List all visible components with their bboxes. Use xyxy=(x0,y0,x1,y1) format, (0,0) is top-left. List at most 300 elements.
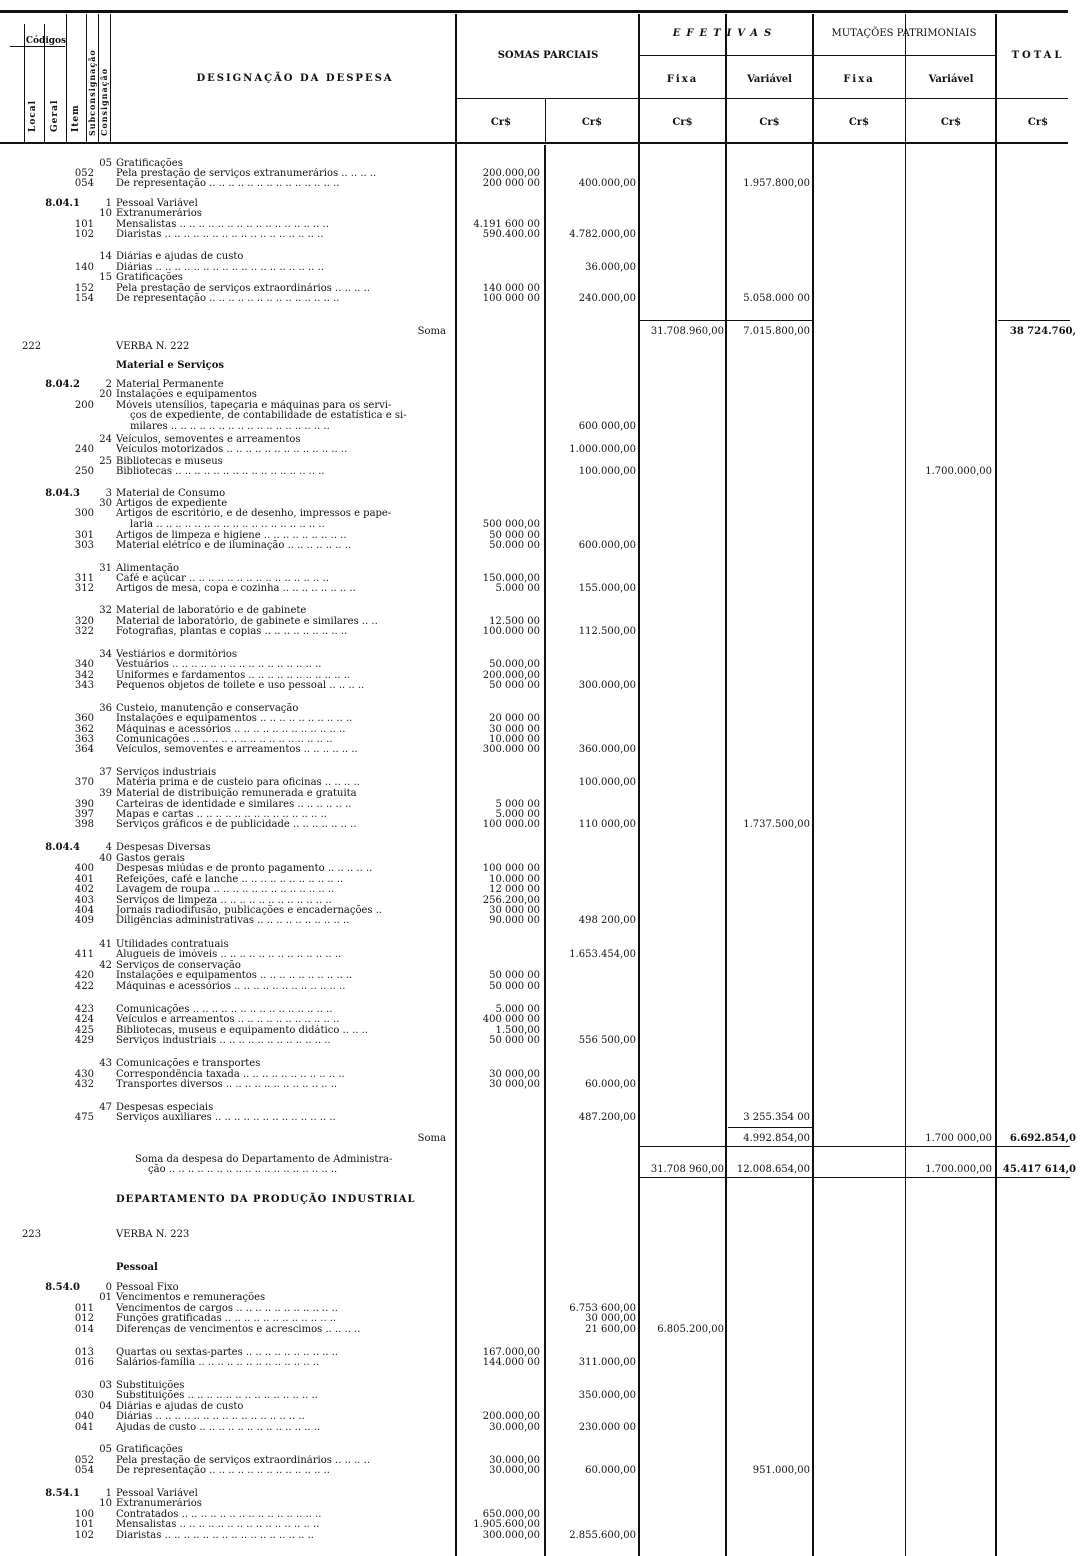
code-item: 041 xyxy=(74,1422,94,1433)
expense-description: Matéria prima e de custeio para oficinas .. .. .. .. xyxy=(116,777,360,788)
soma-total: 6.692.854,0 xyxy=(1009,1133,1076,1144)
soma-efetiva-fixa: 31.708.960,00 xyxy=(650,326,724,337)
code-item: 430 xyxy=(74,1069,94,1080)
code-subconsignacao: 25 xyxy=(99,456,112,467)
col-line xyxy=(455,14,457,1556)
code-item: 200 xyxy=(74,400,94,411)
col-line xyxy=(812,14,814,1556)
expense-description: laria .. .. .. .. .. .. .. .. .. .. .. .. .. .. .. .. .. .. xyxy=(130,519,325,530)
code-subconsignacao: 31 xyxy=(99,563,112,574)
col-line xyxy=(638,14,640,1556)
soma-parcial-1: 150.000,00 xyxy=(482,573,540,584)
expense-description: Máquinas e acessórios .. .. .. .. .. .. .. .. .. .. .. .. xyxy=(116,981,346,992)
soma-parcial-1: 500 000,00 xyxy=(482,519,540,530)
expense-description: Substituições xyxy=(116,1380,185,1391)
code-item: 322 xyxy=(74,626,94,637)
code-item: 402 xyxy=(74,884,94,895)
code-item: 250 xyxy=(74,466,94,477)
code-item: 013 xyxy=(74,1347,94,1358)
expense-description: Lavagem de roupa .. .. .. .. .. .. .. .. .. .. .. .. .. xyxy=(116,884,335,895)
expense-description: Mensalistas .. .. .. .. .. .. .. .. .. .. .. .. .. .. .. xyxy=(116,1519,320,1530)
col-line xyxy=(905,14,906,1556)
expense-description: Mapas e cartas .. .. .. .. .. .. .. .. .. .. .. .. .. .. xyxy=(116,809,327,820)
header-variavel-2: Variável xyxy=(928,74,974,85)
rule xyxy=(640,320,812,321)
expense-description: Material de laboratório e de gabinete xyxy=(116,605,307,616)
soma-parcial-1: 30 000 00 xyxy=(489,724,540,735)
soma-parcial-2: 6.753 600,00 xyxy=(569,1303,636,1314)
efetiva-variavel: 3 255.354 00 xyxy=(743,1112,810,1123)
soma-parcial-2: 60.000,00 xyxy=(585,1465,636,1476)
header-variavel: Variável xyxy=(747,74,792,85)
code-item: 052 xyxy=(74,168,94,179)
code-item: 102 xyxy=(74,229,94,240)
code-item: 100 xyxy=(74,1509,94,1520)
code-item: 364 xyxy=(74,744,94,755)
currency-label: Cr$ xyxy=(1027,117,1049,128)
soma-parcial-1: 30 000,00 xyxy=(489,1079,540,1090)
code-subconsignacao: 10 xyxy=(99,1498,112,1509)
expense-description: Veículos motorizados .. .. .. .. .. .. .. .. .. .. .. .. .. xyxy=(116,444,348,455)
soma-dep-label-1: Soma da despesa do Departamento de Administra- xyxy=(135,1154,393,1165)
expense-description: Veículos, semoventes e arreamentos xyxy=(116,434,301,445)
code-subconsignacao: 36 xyxy=(99,703,112,714)
code-subconsignacao: 05 xyxy=(99,1444,112,1455)
expense-description: Material de Consumo xyxy=(116,488,226,499)
rule xyxy=(998,320,1070,321)
code-item: 401 xyxy=(74,874,94,885)
expense-description: Extranumerários xyxy=(116,1498,202,1509)
expense-description: Veículos e arreamentos .. .. .. .. .. .. .. .. .. .. .. xyxy=(116,1014,340,1025)
header-efetivas: EFETIVAS xyxy=(672,28,778,39)
mutacao-variavel: 1.700.000,00 xyxy=(925,466,992,477)
soma-parcial-1: 140 000 00 xyxy=(482,283,540,294)
expense-description: Diligências administrativas .. .. .. .. .. .. .. .. .. .. xyxy=(116,915,350,926)
soma-parcial-2: 240.000,00 xyxy=(578,293,636,304)
code-item: 398 xyxy=(74,819,94,830)
soma-parcial-1: 20 000 00 xyxy=(489,713,540,724)
code-subconsignacao: 05 xyxy=(99,158,112,169)
verba-code: 222 xyxy=(22,341,42,352)
soma-parcial-2: 350.000,00 xyxy=(578,1390,636,1401)
soma-parcial-1: 12.500 00 xyxy=(489,616,540,627)
soma-parcial-1: 30 000,00 xyxy=(489,1069,540,1080)
rule xyxy=(728,1127,812,1128)
expense-description: Artigos de expediente xyxy=(116,498,228,509)
verba-label: VERBA N. 222 xyxy=(116,341,190,352)
code-subconsignacao: 3 xyxy=(105,488,112,499)
code-item: 400 xyxy=(74,863,94,874)
expense-description: Instalações e equipamentos xyxy=(116,389,257,400)
expense-description: Comunicações e transportes xyxy=(116,1058,261,1069)
soma-label: Soma xyxy=(417,326,446,337)
expense-description: Móveis utensílios, tapeçaria e máquinas para os servi- xyxy=(116,400,392,411)
expense-description: Serviços auxiliares .. .. .. .. .. .. .. .. .. .. .. .. .. xyxy=(116,1112,336,1123)
expense-description: Material elétrico e de iluminação .. .. .. .. .. .. .. xyxy=(116,540,352,551)
soma-parcial-1: 5.000 00 xyxy=(495,583,540,594)
soma-mutacao-variavel: 1.700 000,00 xyxy=(925,1133,992,1144)
soma-parcial-1: 4.191 600 00 xyxy=(473,219,540,230)
code-local: 8.54.1 xyxy=(45,1488,80,1499)
col-line xyxy=(725,14,727,1556)
expense-description: Serviços de conservação xyxy=(116,960,241,971)
code-local: 8.04.1 xyxy=(45,198,80,209)
soma-parcial-2: 110 000,00 xyxy=(578,819,636,830)
expense-description: Pessoal Fixo xyxy=(116,1282,179,1293)
soma-parcial-1: 30.000,00 xyxy=(489,1422,540,1433)
expense-description: Diferenças de vencimentos e acrescimos .. .. .. .. xyxy=(116,1324,361,1335)
expense-description: Material de laboratório, de gabinete e similares .. .. xyxy=(116,616,378,627)
code-item: 425 xyxy=(74,1025,94,1036)
code-local: 8.04.2 xyxy=(45,379,80,390)
code-subconsignacao: 01 xyxy=(99,1292,112,1303)
expense-description: Transportes diversos .. .. .. .. .. .. .. .. .. .. .. .. xyxy=(116,1079,338,1090)
code-subconsignacao: 10 xyxy=(99,208,112,219)
code-item: 152 xyxy=(74,283,94,294)
soma-efetiva-variavel: 4.992.854,00 xyxy=(743,1133,810,1144)
currency-label: Cr$ xyxy=(581,117,603,128)
code-subconsignacao: 24 xyxy=(99,434,112,445)
code-subconsignacao: 47 xyxy=(99,1102,112,1113)
code-item: 014 xyxy=(74,1324,94,1335)
expense-description: De representação .. .. .. .. .. .. .. .. .. .. .. .. .. xyxy=(116,1465,330,1476)
top-rule xyxy=(0,10,1068,13)
expense-description: Gratificações xyxy=(116,158,183,169)
expense-description: Serviços industriais xyxy=(116,767,217,778)
expense-description: Pela prestação de serviços extraordinários .. .. .. .. xyxy=(116,1455,371,1466)
soma-parcial-1: 5.000 00 xyxy=(495,1004,540,1015)
soma-parcial-1: 50 000 00 xyxy=(489,530,540,541)
soma-parcial-1: 30.000,00 xyxy=(489,1455,540,1466)
soma-parcial-1: 200.000,00 xyxy=(482,670,540,681)
expense-description: Vencimentos e remunerações xyxy=(116,1292,266,1303)
soma-parcial-1: 10.000 00 xyxy=(489,734,540,745)
expense-description: Comunicações .. .. .. .. .. .. .. .. .. .. .. .. .. .. .. xyxy=(116,1004,333,1015)
header-bottom-rule xyxy=(0,142,1068,144)
soma-parcial-2: 487.200,00 xyxy=(578,1112,636,1123)
soma-parcial-1: 100.000 00 xyxy=(482,626,540,637)
soma-dep-mutacao-variavel: 1.700.000,00 xyxy=(925,1164,992,1175)
soma-parcial-2: 1.000.000,00 xyxy=(569,444,636,455)
code-item: 403 xyxy=(74,895,94,906)
soma-parcial-1: 5.000 00 xyxy=(495,809,540,820)
soma-parcial-1: 50.000,00 xyxy=(489,659,540,670)
currency-label: Cr$ xyxy=(848,117,870,128)
soma-parcial-1: 50 000 00 xyxy=(489,680,540,691)
code-item: 475 xyxy=(74,1112,94,1123)
expense-description: Pequenos objetos de toilete e uso pessoal .. .. .. .. xyxy=(116,680,365,691)
soma-parcial-1: 10.000 00 xyxy=(489,874,540,885)
code-item: 040 xyxy=(74,1411,94,1422)
efetiva-variavel: 951.000,00 xyxy=(752,1465,810,1476)
soma-parcial-2: 100.000,00 xyxy=(578,466,636,477)
code-item: 140 xyxy=(74,262,94,273)
col-line xyxy=(995,14,997,1556)
expense-description: Bibliotecas e museus xyxy=(116,456,223,467)
soma-parcial-2: 155.000,00 xyxy=(578,583,636,594)
expense-description: Artigos de escritório, e de desenho, impressos e pape- xyxy=(116,508,392,519)
code-item: 429 xyxy=(74,1035,94,1046)
expense-description: Despesas especiais xyxy=(116,1102,214,1113)
rule xyxy=(640,1177,1070,1178)
header-line xyxy=(455,98,1068,99)
code-local: 8.04.3 xyxy=(45,488,80,499)
expense-description: Artigos de limpeza e higiene .. .. .. .. .. .. .. .. .. xyxy=(116,530,347,541)
soma-parcial-1: 590.400.00 xyxy=(482,229,540,240)
expense-description: Custeio, manutenção e conservação xyxy=(116,703,299,714)
soma-parcial-2: 556 500,00 xyxy=(578,1035,636,1046)
efetiva-variavel: 1.957.800,00 xyxy=(743,178,810,189)
expense-description: Material Permanente xyxy=(116,379,224,390)
soma-parcial-2: 30 000,00 xyxy=(585,1313,636,1324)
code-subconsignacao: 30 xyxy=(99,498,112,509)
expense-description: Vencimentos de cargos .. .. .. .. .. .. .. .. .. .. .. xyxy=(116,1303,338,1314)
verba-label: VERBA N. 223 xyxy=(116,1229,190,1240)
code-subconsignacao: 1 xyxy=(105,198,112,209)
code-item: 240 xyxy=(74,444,94,455)
code-item: 362 xyxy=(74,724,94,735)
soma-parcial-1: 100 000.00 xyxy=(482,819,540,830)
expense-description: Uniformes e fardamentos .. .. .. .. .. .. .. .. .. .. .. xyxy=(116,670,351,681)
code-item: 012 xyxy=(74,1313,94,1324)
code-item: 370 xyxy=(74,777,94,788)
header-line xyxy=(638,55,995,56)
header-codigos: Códigos xyxy=(25,36,67,46)
currency-label: Cr$ xyxy=(940,117,962,128)
code-subconsignacao: 32 xyxy=(99,605,112,616)
expense-description: Comunicações .. .. .. .. .. .. .. .. .. .. .. .. .. .. .. xyxy=(116,734,333,745)
code-item: 320 xyxy=(74,616,94,627)
soma-parcial-1: 400 000 00 xyxy=(482,1014,540,1025)
soma-parcial-1: 50 000 00 xyxy=(489,1035,540,1046)
currency-label: Cr$ xyxy=(672,117,693,128)
soma-parcial-1: 300.000 00 xyxy=(482,744,540,755)
code-subconsignacao: 43 xyxy=(99,1058,112,1069)
soma-parcial-1: 5 000 00 xyxy=(495,799,540,810)
verba-code: 223 xyxy=(22,1229,42,1240)
expense-description: Utilidades contratuais xyxy=(116,939,229,950)
expense-description: Carteiras de identidade e similares .. .. .. .. .. .. xyxy=(116,799,352,810)
expense-description: ços de expediente, de contabilidade de estatística e si- xyxy=(130,410,407,421)
header-fixa: Fixa xyxy=(666,74,699,85)
code-item: 101 xyxy=(74,1519,94,1530)
soma-parcial-2: 2.855.600,00 xyxy=(569,1530,636,1541)
soma-parcial-1: 50 000 00 xyxy=(489,981,540,992)
expense-description: Ajudas de custo .. .. .. .. .. .. .. .. .. .. .. .. .. xyxy=(116,1422,321,1433)
soma-label: Soma xyxy=(417,1133,446,1144)
code-subconsignacao: 40 xyxy=(99,853,112,864)
soma-parcial-2: 300.000,00 xyxy=(578,680,636,691)
header-geral: Geral xyxy=(50,99,60,132)
soma-parcial-1: 100 000 00 xyxy=(482,863,540,874)
code-item: 101 xyxy=(74,219,94,230)
expense-description: Serviços industriais .. .. .. .. .. .. .. .. .. .. .. .. xyxy=(116,1035,331,1046)
soma-parcial-1: 50.000 00 xyxy=(489,540,540,551)
header-fixa-2: Fixa xyxy=(843,74,875,85)
expense-description: Diaristas .. .. .. .. .. .. .. .. .. .. .. .. .. .. .. .. .. xyxy=(116,229,324,240)
soma-parcial-2: 230.000 00 xyxy=(578,1422,636,1433)
code-subconsignacao: 15 xyxy=(99,272,112,283)
soma-parcial-1: 30.000,00 xyxy=(489,1465,540,1476)
code-item: 422 xyxy=(74,981,94,992)
code-item: 363 xyxy=(74,734,94,745)
soma-parcial-2: 100.000,00 xyxy=(578,777,636,788)
soma-parcial-1: 50 000 00 xyxy=(489,970,540,981)
efetiva-variavel: 1.737.500,00 xyxy=(743,819,810,830)
expense-description: Máquinas e acessórios .. .. .. .. .. .. .. .. .. .. .. .. xyxy=(116,724,346,735)
soma-parcial-1: 144.000 00 xyxy=(482,1357,540,1368)
expense-description: milares .. .. .. .. .. .. .. .. .. .. .. .. .. .. .. .. .. xyxy=(130,421,330,432)
expense-description: Artigos de mesa, copa e cozinha .. .. .. .. .. .. .. .. xyxy=(116,583,356,594)
header-consignacao: Consignação xyxy=(99,67,109,136)
expense-description: Substituições .. .. .. .. .. .. .. .. .. .. .. .. .. .. xyxy=(116,1390,318,1401)
expense-description: Pela prestação de serviços extraordinários .. .. .. .. xyxy=(116,283,371,294)
soma-parcial-1: 100 000 00 xyxy=(482,293,540,304)
code-item: 016 xyxy=(74,1357,94,1368)
code-item: 423 xyxy=(74,1004,94,1015)
code-item: 342 xyxy=(74,670,94,681)
code-subconsignacao: 4 xyxy=(105,842,112,853)
efetiva-fixa: 6.805.200,00 xyxy=(657,1324,724,1335)
expense-description: Vestiários e dormitórios xyxy=(116,649,237,660)
code-item: 409 xyxy=(74,915,94,926)
expense-description: De representação .. .. .. .. .. .. .. .. .. .. .. .. .. .. xyxy=(116,293,340,304)
code-subconsignacao: 0 xyxy=(105,1282,112,1293)
code-subconsignacao: 42 xyxy=(99,960,112,971)
soma-dep-label-2: ção .. .. .. .. .. .. .. .. .. .. .. .. .. .. .. .. .. .. xyxy=(148,1164,338,1175)
expense-description: Funções gratificadas .. .. .. .. .. .. .. .. .. .. .. .. xyxy=(116,1313,337,1324)
expense-description: Diárias .. .. .. .. .. .. .. .. .. .. .. .. .. .. .. .. xyxy=(116,1411,305,1422)
expense-description: Mensalistas .. .. .. .. .. .. .. .. .. .. .. .. .. .. .. .. xyxy=(116,219,329,230)
code-item: 301 xyxy=(74,530,94,541)
expense-description: De representação .. .. .. .. .. .. .. .. .. .. .. .. .. .. xyxy=(116,178,340,189)
header-item: Item xyxy=(71,104,81,132)
expense-description: Refeições, café e lanche .. .. .. .. .. .. .. .. .. .. .. xyxy=(116,874,344,885)
expense-description: Diárias .. .. .. .. .. .. .. .. .. .. .. .. .. .. .. .. .. .. xyxy=(116,262,324,273)
efetiva-variavel: 5.058.000 00 xyxy=(743,293,810,304)
soma-parcial-1: 650.000,00 xyxy=(482,1509,540,1520)
code-subconsignacao: 20 xyxy=(99,389,112,400)
expense-description: Bibliotecas .. .. .. .. .. .. .. .. .. .. .. .. .. .. .. .. xyxy=(116,466,325,477)
currency-label: Cr$ xyxy=(759,117,780,128)
soma-parcial-2: 4.782.000,00 xyxy=(569,229,636,240)
code-local: 8.04.4 xyxy=(45,842,80,853)
section-title: Material e Serviços xyxy=(116,360,225,371)
soma-parcial-1: 90.000 00 xyxy=(489,915,540,926)
soma-parcial-2: 360.000,00 xyxy=(578,744,636,755)
soma-efetiva-variavel: 7.015.800,00 xyxy=(743,326,810,337)
expense-description: Diárias e ajudas de custo xyxy=(116,251,244,262)
expense-description: Gratificações xyxy=(116,272,183,283)
soma-parcial-1: 200 000 00 xyxy=(482,178,540,189)
code-item: 360 xyxy=(74,713,94,724)
code-item: 102 xyxy=(74,1530,94,1541)
expense-description: Café e açúcar .. .. .. .. .. .. .. .. .. .. .. .. .. .. .. xyxy=(116,573,329,584)
expense-description: Correspondência taxada .. .. .. .. .. .. .. .. .. .. .. xyxy=(116,1069,345,1080)
header-local: Local xyxy=(28,99,38,132)
code-item: 154 xyxy=(74,293,94,304)
expense-description: Fotografias, plantas e copias .. .. .. .. .. .. .. .. .. xyxy=(116,626,348,637)
soma-parcial-2: 311.000,00 xyxy=(578,1357,636,1368)
soma-dep-total: 45.417 614,0 xyxy=(1002,1164,1076,1175)
col-line xyxy=(544,145,546,1556)
soma-dep-efetiva-fixa: 31.708 960,00 xyxy=(650,1164,724,1175)
code-item: 424 xyxy=(74,1014,94,1025)
code-item: 054 xyxy=(74,178,94,189)
code-subconsignacao: 04 xyxy=(99,1401,112,1412)
header-designacao: DESIGNAÇÃO DA DESPESA xyxy=(196,73,394,84)
soma-parcial-1: 167.000,00 xyxy=(482,1347,540,1358)
code-item: 390 xyxy=(74,799,94,810)
soma-parcial-2: 36.000,00 xyxy=(585,262,636,273)
soma-parcial-1: 200.000,00 xyxy=(482,1411,540,1422)
expense-description: Pela prestação de serviços extranumerários .. .. .. .. xyxy=(116,168,377,179)
soma-parcial-2: 112.500,00 xyxy=(578,626,636,637)
currency-label: Cr$ xyxy=(490,117,512,128)
header-subconsignacao: Subconsignação xyxy=(87,49,97,136)
code-item: 311 xyxy=(74,573,94,584)
code-item: 397 xyxy=(74,809,94,820)
code-item: 011 xyxy=(74,1303,94,1314)
expense-description: Gratificações xyxy=(116,1444,183,1455)
code-item: 411 xyxy=(74,949,94,960)
code-item: 300 xyxy=(74,508,94,519)
code-subconsignacao: 41 xyxy=(99,939,112,950)
code-local: 8.54.0 xyxy=(45,1282,80,1293)
soma-parcial-1: 1.905.600,00 xyxy=(473,1519,540,1530)
soma-parcial-1: 256.200,00 xyxy=(482,895,540,906)
col-line xyxy=(110,14,111,142)
code-item: 054 xyxy=(74,1465,94,1476)
soma-parcial-2: 21 600,00 xyxy=(585,1324,636,1335)
expense-description: Veículos, semoventes e arreamentos .. .. .. .. .. .. xyxy=(116,744,358,755)
soma-total: 38 724.760, xyxy=(1009,326,1076,337)
code-item: 030 xyxy=(74,1390,94,1401)
header-mutacoes: MUTAÇÕES PATRIMONIAIS xyxy=(831,28,977,39)
soma-parcial-1: 300.000,00 xyxy=(482,1530,540,1541)
soma-parcial-1: 12 000 00 xyxy=(489,884,540,895)
soma-parcial-2: 600.000,00 xyxy=(578,540,636,551)
code-subconsignacao: 34 xyxy=(99,649,112,660)
rule xyxy=(640,1146,1070,1147)
soma-parcial-1: 1.500,00 xyxy=(495,1025,540,1036)
code-item: 052 xyxy=(74,1455,94,1466)
expense-description: Jornais radiodifusão, publicações e encadernações .. xyxy=(116,905,383,916)
code-subconsignacao: 1 xyxy=(105,1488,112,1499)
code-item: 303 xyxy=(74,540,94,551)
soma-parcial-2: 600 000,00 xyxy=(578,421,636,432)
expense-description: Despesas miúdas e de pronto pagamento .. .. .. .. .. xyxy=(116,863,373,874)
expense-description: Diárias e ajudas de custo xyxy=(116,1401,244,1412)
expense-description: Pessoal Variável xyxy=(116,1488,198,1499)
code-item: 404 xyxy=(74,905,94,916)
expense-description: Quartas ou sextas-partes .. .. .. .. .. .. .. .. .. .. xyxy=(116,1347,339,1358)
code-item: 343 xyxy=(74,680,94,691)
expense-description: Instalações e equipamentos .. .. .. .. .. .. .. .. .. .. xyxy=(116,713,353,724)
header-total: TOTAL xyxy=(1011,50,1065,61)
expense-description: Despesas Diversas xyxy=(116,842,211,853)
department-title: DEPARTAMENTO DA PRODUÇÃO INDUSTRIAL xyxy=(116,1194,416,1205)
expense-description: Pessoal Variável xyxy=(116,198,198,209)
expense-description: Alimentação xyxy=(116,563,180,574)
expense-description: Instalações e equipamentos .. .. .. .. .. .. .. .. .. .. xyxy=(116,970,353,981)
code-subconsignacao: 37 xyxy=(99,767,112,778)
code-item: 340 xyxy=(74,659,94,670)
soma-dep-efetiva-variavel: 12.008.654,00 xyxy=(736,1164,810,1175)
code-subconsignacao: 39 xyxy=(99,788,112,799)
expense-description: Vestuários .. .. .. .. .. .. .. .. .. .. .. .. .. .. .. .. xyxy=(116,659,322,670)
section-title: Pessoal xyxy=(116,1262,158,1273)
